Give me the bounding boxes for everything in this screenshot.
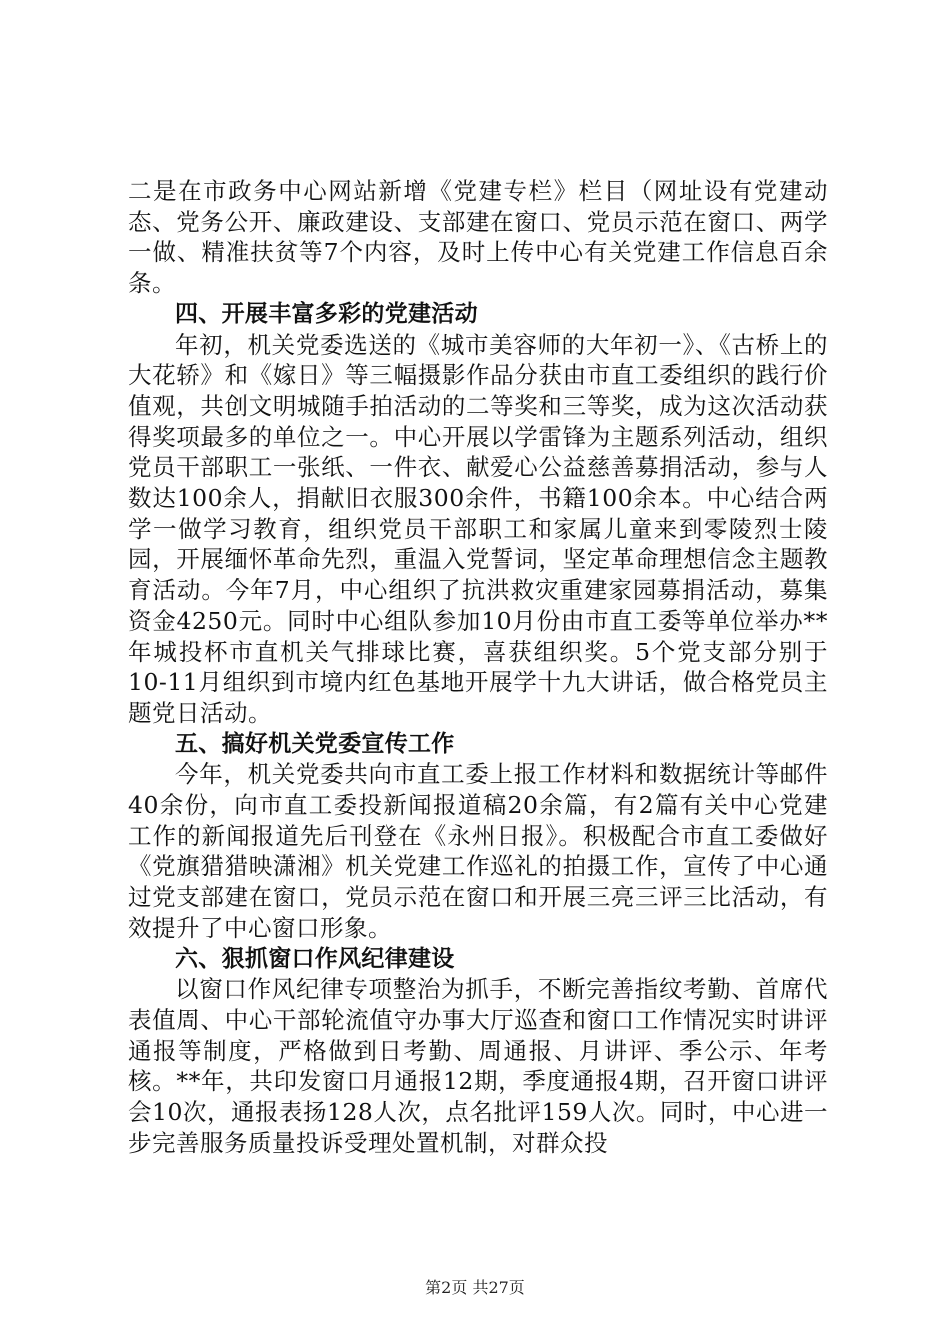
paragraph-website-column: 二是在市政务中心网站新增《党建专栏》栏目（网址设有党建动态、党务公开、廉政建设、支部建在窗口、党员示范在窗口、两学一做、精准扶贫等7个内容，及时上传中心有关党建工作信息百余条。: [128, 177, 828, 298]
page-footer: [0, 1275, 950, 1298]
section-heading-party-activities: 四、开展丰富多彩的党建活动: [175, 300, 478, 327]
paragraph-party-activities: 年初，机关党委选送的《城市美容师的大年初一》、《古桥上的大花轿》和《嫁日》等三幅摄影作品分获由市直工委组织的践行价值观，共创文明城随手拍活动的二等奖和三等奖，成为这次活动获得奖项最多的单位之一。中心开展以学雷锋为主题系列活动，组织党员干部职工一张纸、一件衣、献爱心公益慈善募捐活动，参与人数达100余人，捐献旧衣服300余件，书籍100余本。中心结合两学一做学习教育，组织党员干部职工和家属儿童来到零陵烈士陵园，开展缅怀革命先烈，重温入党誓词，坚定革命理想信念主题教育活动。今年7月，中心组织了抗洪救灾重建家园募捐活动，募集资金4250元。同时中心组队参加10月份由市直工委等单位举办**年城投杯市直机关气排球比赛，喜获组织奖。5个党支部分别于10-11月组织到市境内红色基地开展学十九大讲话，做合格党员主题党日活动。: [128, 330, 828, 727]
paragraph-discipline: 以窗口作风纪律专项整治为抓手，不断完善指纹考勤、首席代表值周、中心干部轮流值守办事大厅巡查和窗口工作情况实时讲评通报等制度，严格做到日考勤、周通报、月讲评、季公示、年考核。**年，共印发窗口月通报12期，季度通报4期，召开窗口讲评会10次，通报表扬128人次，点名批评159人次。同时，中心进一步完善服务质量投诉受理处置机制，对群众投: [128, 975, 828, 1157]
document-body: [128, 176, 828, 1159]
section-heading-publicity: 五、搞好机关党委宣传工作: [175, 730, 455, 757]
page-number-label: 第2页 共27页: [425, 1278, 525, 1297]
section-heading-discipline: 六、狠抓窗口作风纪律建设: [175, 945, 455, 972]
paragraph-publicity: 今年，机关党委共向市直工委上报工作材料和数据统计等邮件40余份，向市直工委投新闻报道稿20余篇，有2篇有关中心党建工作的新闻报道先后刊登在《永州日报》。积极配合市直工委做好《党旗猎猎映潇湘》机关党建工作巡礼的拍摄工作，宣传了中心通过党支部建在窗口，党员示范在窗口和开展三亮三评三比活动，有效提升了中心窗口形象。: [128, 760, 828, 942]
